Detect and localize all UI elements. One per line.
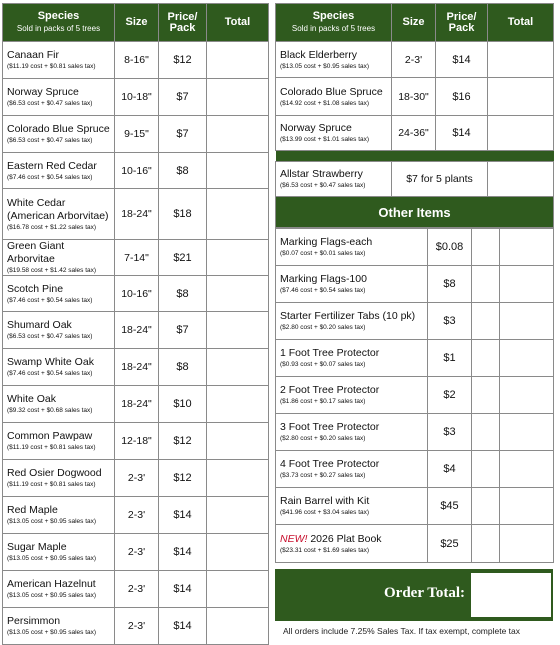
- price-cell: $1: [428, 340, 472, 377]
- total-input-cell[interactable]: [207, 386, 269, 423]
- total-input-cell[interactable]: [207, 312, 269, 349]
- qty-input-cell[interactable]: [472, 229, 500, 266]
- species-cell: Green Giant Arborvitae ($19.58 cost + $1.42 sales tax): [3, 240, 115, 276]
- size-cell: 10-16": [115, 153, 159, 189]
- species-cell: Red Osier Dogwood ($11.19 cost + $0.81 sales tax): [3, 460, 115, 497]
- size-cell: 8-16": [115, 42, 159, 79]
- price-cell: $14: [159, 608, 207, 645]
- table-row: [276, 116, 554, 151]
- table-row: [3, 240, 269, 276]
- qty-input-cell[interactable]: [472, 266, 500, 303]
- price-cell: $8: [159, 153, 207, 189]
- table-row: [3, 276, 269, 312]
- price-cell: $12: [159, 42, 207, 79]
- species-cell: Eastern Red Cedar ($7.46 cost + $0.54 sales tax): [3, 153, 115, 189]
- size-cell: 9-15": [115, 116, 159, 153]
- item-cell: 2 Foot Tree Protector ($1.86 cost + $0.17 sales tax): [276, 377, 428, 414]
- total-input-cell[interactable]: [207, 116, 269, 153]
- species-cell: Swamp White Oak ($7.46 cost + $0.54 sales tax): [3, 349, 115, 386]
- size-cell: 2-3': [115, 534, 159, 571]
- price-cell: $8: [428, 266, 472, 303]
- price-cell: $10: [159, 386, 207, 423]
- price-cell: $0.08: [428, 229, 472, 266]
- list-item: [276, 266, 554, 303]
- divider-band: [276, 151, 554, 162]
- total-input-cell[interactable]: [207, 534, 269, 571]
- table-row: [3, 189, 269, 240]
- price-cell: $14: [159, 497, 207, 534]
- new-badge: NEW!: [280, 532, 308, 545]
- list-item: [276, 414, 554, 451]
- total-input-cell[interactable]: [207, 42, 269, 79]
- total-input-cell[interactable]: [207, 497, 269, 534]
- price-cell: $12: [159, 423, 207, 460]
- table-row: [3, 312, 269, 349]
- size-cell: 2-3': [115, 608, 159, 645]
- item-cell: NEW! 2026 Plat Book ($23.31 cost + $1.69 sales tax): [276, 525, 428, 563]
- qty-input-cell[interactable]: [472, 525, 500, 563]
- species-cell: Black Elderberry ($13.05 cost + $0.95 sales tax): [276, 42, 392, 78]
- size-cell: 18-24": [115, 312, 159, 349]
- size-cell: 12-18": [115, 423, 159, 460]
- species-cell: Persimmon ($13.05 cost + $0.95 sales tax): [3, 608, 115, 645]
- table-row: [3, 423, 269, 460]
- total-input-cell[interactable]: [500, 451, 554, 488]
- order-total-input[interactable]: [469, 571, 553, 619]
- qty-input-cell[interactable]: [472, 488, 500, 525]
- price-cell: $7: [159, 79, 207, 116]
- size-header-right: Size: [392, 4, 436, 42]
- table-row: [3, 460, 269, 497]
- total-input-cell[interactable]: [488, 42, 554, 78]
- species-cell: Canaan Fir ($11.19 cost + $0.81 sales tax): [3, 42, 115, 79]
- table-row: [3, 534, 269, 571]
- size-cell: 18-24": [115, 386, 159, 423]
- table-row: [276, 78, 554, 116]
- price-cell: $7: [159, 116, 207, 153]
- species-cell: Allstar Strawberry ($6.53 cost + $0.47 sales tax): [276, 162, 392, 197]
- price-cell: $3: [428, 414, 472, 451]
- species-header-right: Species Sold in packs of 5 trees: [276, 4, 392, 42]
- price-cell: $7: [159, 312, 207, 349]
- qty-input-cell[interactable]: [472, 451, 500, 488]
- total-input-cell[interactable]: [500, 488, 554, 525]
- item-cell: Marking Flags-each ($0.07 cost + $0.01 sales tax): [276, 229, 428, 266]
- price-cell: $7 for 5 plants: [392, 162, 488, 197]
- total-input-cell[interactable]: [500, 229, 554, 266]
- price-cell: $18: [159, 189, 207, 240]
- species-cell: American Hazelnut ($13.05 cost + $0.95 sales tax): [3, 571, 115, 608]
- price-cell: $2: [428, 377, 472, 414]
- species-cell: Red Maple ($13.05 cost + $0.95 sales tax): [3, 497, 115, 534]
- qty-input-cell[interactable]: [472, 377, 500, 414]
- price-cell: $3: [428, 303, 472, 340]
- table-row: [3, 497, 269, 534]
- species-cell: Scotch Pine ($7.46 cost + $0.54 sales tax): [3, 276, 115, 312]
- strawberry-row: [276, 162, 554, 197]
- size-header: Size: [115, 4, 159, 42]
- price-cell: $8: [159, 276, 207, 312]
- total-input-cell[interactable]: [500, 340, 554, 377]
- price-cell: $12: [159, 460, 207, 497]
- species-cell: Colorado Blue Spruce ($14.92 cost + $1.08 sales tax): [276, 78, 392, 116]
- qty-input-cell[interactable]: [472, 303, 500, 340]
- order-total-bar: [275, 569, 553, 621]
- species-cell: Norway Spruce ($13.99 cost + $1.01 sales tax): [276, 116, 392, 151]
- total-input-cell[interactable]: [207, 153, 269, 189]
- price-cell: $8: [159, 349, 207, 386]
- total-input-cell[interactable]: [488, 78, 554, 116]
- section-title: Other Items: [276, 197, 554, 228]
- total-input-cell[interactable]: [207, 79, 269, 116]
- species-cell: Colorado Blue Spruce ($6.53 cost + $0.47 sales tax): [3, 116, 115, 153]
- species-table-left: [2, 3, 269, 645]
- total-input-cell[interactable]: [488, 116, 554, 151]
- item-cell: 3 Foot Tree Protector ($2.80 cost + $0.20 sales tax): [276, 414, 428, 451]
- item-cell: 4 Foot Tree Protector ($3.73 cost + $0.27 sales tax): [276, 451, 428, 488]
- total-input-cell[interactable]: [207, 189, 269, 240]
- total-header-right: Total: [488, 4, 554, 42]
- size-cell: 24-36": [392, 116, 436, 151]
- size-cell: 2-3': [115, 460, 159, 497]
- size-cell: 18-24": [115, 189, 159, 240]
- total-input-cell[interactable]: [500, 266, 554, 303]
- table-row: [3, 153, 269, 189]
- total-header: Total: [207, 4, 269, 42]
- item-cell: Starter Fertilizer Tabs (10 pk) ($2.80 cost + $0.20 sales tax): [276, 303, 428, 340]
- species-cell: White Cedar (American Arborvitae) ($16.78 cost + $1.22 sales tax): [3, 189, 115, 240]
- list-item: [276, 525, 554, 563]
- qty-input-cell[interactable]: [472, 414, 500, 451]
- total-input-cell[interactable]: [207, 240, 269, 276]
- table-row: [3, 349, 269, 386]
- table-row: [3, 608, 269, 645]
- total-input-cell[interactable]: [500, 377, 554, 414]
- footnote: All orders include 7.25% Sales Tax. If tax exempt, complete tax: [283, 626, 521, 636]
- species-cell: White Oak ($9.32 cost + $0.68 sales tax): [3, 386, 115, 423]
- list-item: [276, 377, 554, 414]
- price-cell: $14: [436, 42, 488, 78]
- other-items-table: [275, 228, 554, 563]
- list-item: [276, 303, 554, 340]
- table-row: [3, 79, 269, 116]
- list-item: [276, 451, 554, 488]
- species-cell: Norway Spruce ($6.53 cost + $0.47 sales tax): [3, 79, 115, 116]
- species-cell: Sugar Maple ($13.05 cost + $0.95 sales tax): [3, 534, 115, 571]
- price-cell: $21: [159, 240, 207, 276]
- total-input-cell[interactable]: [500, 303, 554, 340]
- item-cell: Rain Barrel with Kit ($41.96 cost + $3.04 sales tax): [276, 488, 428, 525]
- species-table-right: [275, 3, 554, 228]
- table-row: [3, 116, 269, 153]
- list-item: [276, 340, 554, 377]
- list-item: [276, 488, 554, 525]
- other-items-header: [276, 197, 554, 228]
- size-cell: 10-16": [115, 276, 159, 312]
- price-cell: $14: [436, 116, 488, 151]
- table-row: [3, 571, 269, 608]
- table-row: [3, 42, 269, 79]
- item-cell: 1 Foot Tree Protector ($0.93 cost + $0.07 sales tax): [276, 340, 428, 377]
- total-input-cell[interactable]: [207, 349, 269, 386]
- species-cell: Common Pawpaw ($11.19 cost + $0.81 sales tax): [3, 423, 115, 460]
- price-cell: $14: [159, 534, 207, 571]
- total-input-cell[interactable]: [488, 162, 554, 197]
- size-cell: 2-3': [115, 571, 159, 608]
- price-cell: $14: [159, 571, 207, 608]
- total-input-cell[interactable]: [207, 460, 269, 497]
- price-cell: $16: [436, 78, 488, 116]
- qty-input-cell[interactable]: [472, 340, 500, 377]
- total-input-cell[interactable]: [500, 414, 554, 451]
- total-input-cell[interactable]: [207, 423, 269, 460]
- total-input-cell[interactable]: [500, 525, 554, 563]
- price-cell: $25: [428, 525, 472, 563]
- item-cell: Marking Flags-100 ($7.46 cost + $0.54 sales tax): [276, 266, 428, 303]
- species-cell: Shumard Oak ($6.53 cost + $0.47 sales tax): [3, 312, 115, 349]
- size-cell: 10-18": [115, 79, 159, 116]
- species-header: Species Sold in packs of 5 trees: [3, 4, 115, 42]
- size-cell: 2-3': [115, 497, 159, 534]
- order-total-label: Order Total:: [384, 585, 465, 601]
- price-cell: $4: [428, 451, 472, 488]
- total-input-cell[interactable]: [207, 571, 269, 608]
- price-header: Price/ Pack: [159, 4, 207, 42]
- total-input-cell[interactable]: [207, 608, 269, 645]
- size-cell: 18-30": [392, 78, 436, 116]
- table-row: [276, 42, 554, 78]
- size-cell: 7-14": [115, 240, 159, 276]
- price-cell: $45: [428, 488, 472, 525]
- table-row: [3, 386, 269, 423]
- list-item: [276, 229, 554, 266]
- total-input-cell[interactable]: [207, 276, 269, 312]
- size-cell: 2-3': [392, 42, 436, 78]
- price-header-right: Price/ Pack: [436, 4, 488, 42]
- size-cell: 18-24": [115, 349, 159, 386]
